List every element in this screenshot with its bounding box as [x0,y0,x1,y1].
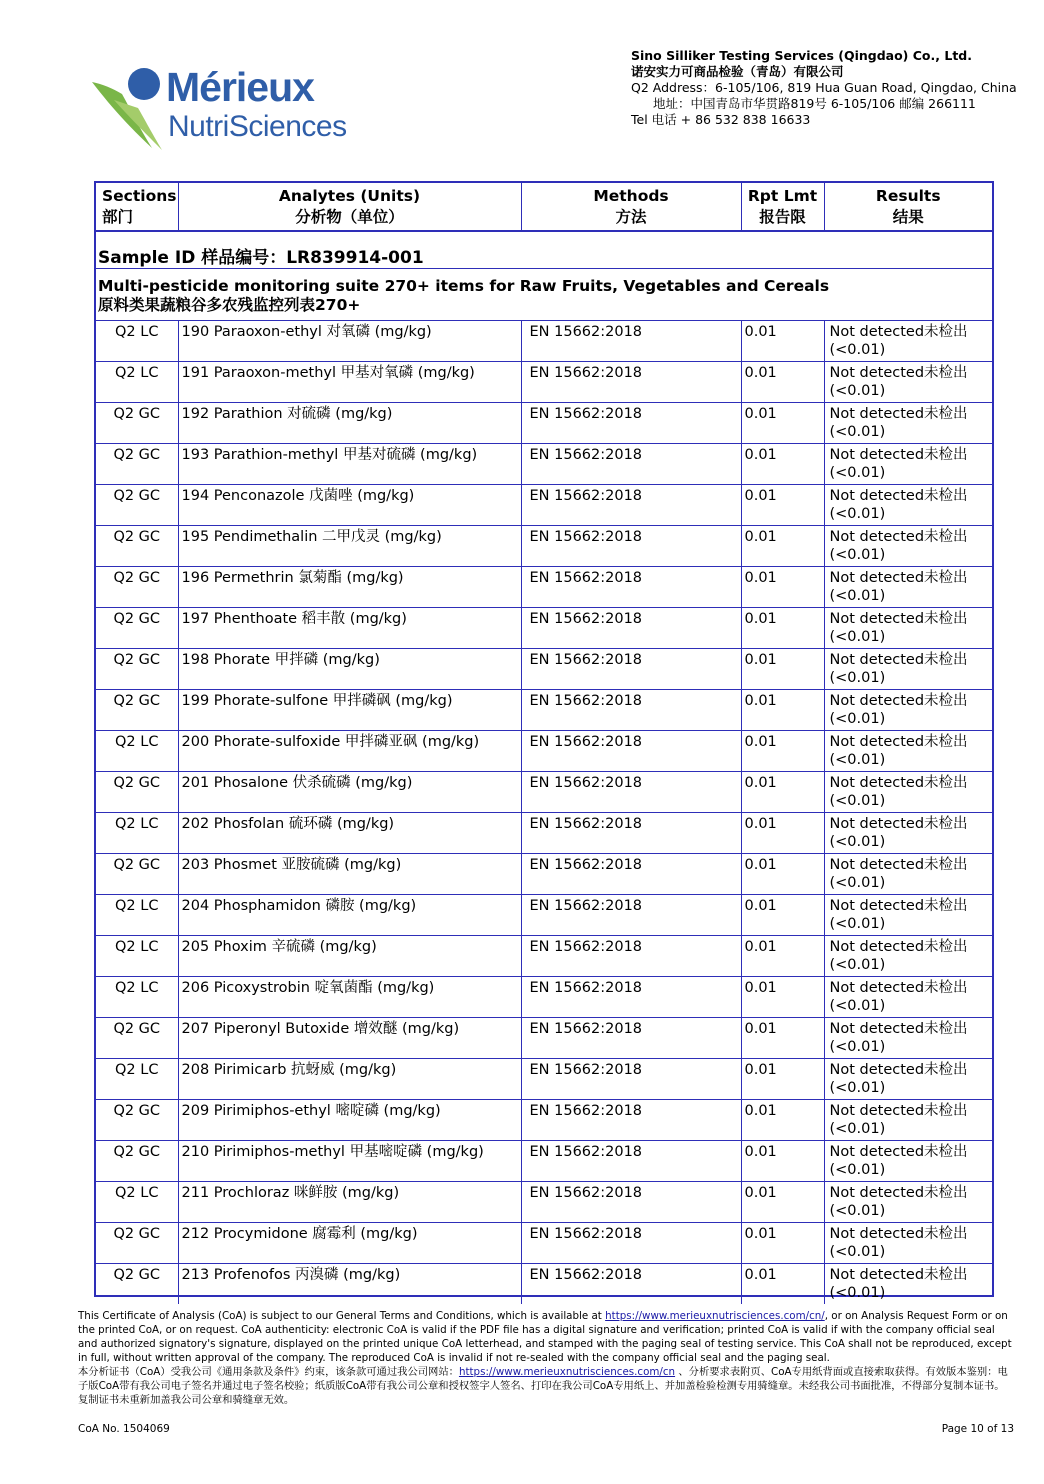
row-result: Not detected未检出(<0.01) [824,772,992,813]
table-row [96,690,992,731]
row-analyte: 198 Phorate 甲拌磷 (mg/kg) [178,649,521,690]
row-result: Not detected未检出(<0.01) [824,362,992,403]
row-limit: 0.01 [741,649,824,690]
row-analyte: 195 Pendimethalin 二甲戊灵 (mg/kg) [178,526,521,567]
row-method: EN 15662:2018 [521,1223,741,1264]
row-result: Not detected未检出(<0.01) [824,608,992,649]
row-method: EN 15662:2018 [521,403,741,444]
terms-link-cn[interactable]: https://www.merieuxnutrisciences.com/cn [458,1366,676,1378]
row-section: Q2 LC [96,362,178,403]
row-method: EN 15662:2018 [521,895,741,936]
row-result: Not detected未检出(<0.01) [824,813,992,854]
row-method: EN 15662:2018 [521,1100,741,1141]
row-section: Q2 GC [96,526,178,567]
table-row [96,567,992,608]
row-method: EN 15662:2018 [521,690,741,731]
table-row [96,731,992,772]
row-section: Q2 GC [96,1018,178,1059]
row-limit: 0.01 [741,731,824,772]
row-analyte: 203 Phosmet 亚胺硫磷 (mg/kg) [178,854,521,895]
row-limit: 0.01 [741,772,824,813]
row-analyte: 209 Pirimiphos-ethyl 嘧啶磷 (mg/kg) [178,1100,521,1141]
row-limit: 0.01 [741,895,824,936]
row-analyte: 197 Phenthoate 稻丰散 (mg/kg) [178,608,521,649]
row-section: Q2 LC [96,936,178,977]
company-info [631,48,1031,128]
row-result: Not detected未检出(<0.01) [824,1141,992,1182]
row-analyte: 208 Pirimicarb 抗蚜威 (mg/kg) [178,1059,521,1100]
row-section: Q2 GC [96,772,178,813]
row-method: EN 15662:2018 [521,854,741,895]
row-result: Not detected未检出(<0.01) [824,444,992,485]
disclaimer-cn: 本分析证书（CoA）受我公司《通用条款及条件》约束，该条款可通过我公司网站：https://www.merieuxnutrisciences.com/cn 、分析要求表附页、CoA专用纸背面或直接索取获得。有效版本鉴别：电子版CoA带有我公司电子签名并通过电子签名校验；纸质版CoA带有我公司公章和授权签字人签名、打印在我公司CoA专用纸上、并加盖检验检测专用骑缝章。未经我公司书面批准，不得部分复制本证书。复制证书未重新加盖我公司公章和骑缝章无效。 [78,1366,1008,1406]
row-section: Q2 GC [96,854,178,895]
row-limit: 0.01 [741,1141,824,1182]
row-result: Not detected未检出(<0.01) [824,485,992,526]
row-result: Not detected未检出(<0.01) [824,567,992,608]
row-limit: 0.01 [741,567,824,608]
row-section: Q2 GC [96,608,178,649]
table-row [96,772,992,813]
row-result: Not detected未检出(<0.01) [824,731,992,772]
row-limit: 0.01 [741,403,824,444]
table-row [96,895,992,936]
row-section: Q2 GC [96,567,178,608]
table-row [96,813,992,854]
company-tel: Tel 电话 + 86 532 838 16633 [631,112,811,127]
row-limit: 0.01 [741,608,824,649]
results-table [94,181,994,1301]
row-section: Q2 LC [96,1059,178,1100]
header-rpt-lmt: Rpt Lmt 报告限 [741,183,824,231]
row-method: EN 15662:2018 [521,731,741,772]
row-limit: 0.01 [741,1264,824,1305]
row-result: Not detected未检出(<0.01) [824,854,992,895]
table-row [96,526,992,567]
row-analyte: 193 Parathion-methyl 甲基对硫磷 (mg/kg) [178,444,521,485]
row-analyte: 212 Procymidone 腐霉利 (mg/kg) [178,1223,521,1264]
row-analyte: 199 Phorate-sulfone 甲拌磷砜 (mg/kg) [178,690,521,731]
table-row [96,321,992,362]
row-result: Not detected未检出(<0.01) [824,977,992,1018]
row-section: Q2 GC [96,690,178,731]
row-section: Q2 GC [96,1100,178,1141]
row-limit: 0.01 [741,485,824,526]
row-analyte: 202 Phosfolan 硫环磷 (mg/kg) [178,813,521,854]
row-analyte: 192 Parathion 对硫磷 (mg/kg) [178,403,521,444]
row-section: Q2 GC [96,1264,178,1305]
table-header-row [96,183,992,231]
row-method: EN 15662:2018 [521,321,741,362]
row-method: EN 15662:2018 [521,485,741,526]
row-result: Not detected未检出(<0.01) [829,1267,968,1301]
row-analyte: 191 Paraoxon-methyl 甲基对氧磷 (mg/kg) [178,362,521,403]
row-analyte: 194 Penconazole 戊菌唑 (mg/kg) [178,485,521,526]
table-row [96,485,992,526]
row-analyte: 190 Paraoxon-ethyl 对氧磷 (mg/kg) [178,321,521,362]
disclaimer-en: This Certificate of Analysis (CoA) is subject to our General Terms and Conditions, which is available at https://www.merieuxnutrisciences.com/cn/, or on Analysis Request Form or on the printed CoA, or on request. CoA authenticity: electronic CoA is valid if the PDF file has a digital signature and verification; printed CoA is valid if with the company official seal and authorized signatory's signature, displayed on the printed unique CoA letterhead, and stamped with the paging seal of testing service. This CoA shall not be reproduced, except in full, without written approval of the company. The reproduced CoA is invalid if not re-sealed with the company official seal and the paging seal. [78,1310,1012,1364]
header-methods: Methods 方法 [521,183,741,231]
table-row [96,1100,992,1141]
header-sections: Sections 部门 [96,183,178,231]
logo-text-merieux: Mérieux [166,64,314,110]
row-section: Q2 GC [96,485,178,526]
company-address-en: Q2 Address：6-105/106, 819 Hua Guan Road, Qingdao, China [631,80,1017,95]
row-section: Q2 GC [96,649,178,690]
row-result: Not detected未检出(<0.01) [824,895,992,936]
logo-text-nutrisciences: NutriSciences [168,110,347,143]
row-section: Q2 LC [96,895,178,936]
header-analytes: Analytes (Units) 分析物（单位） [178,183,521,231]
row-limit: 0.01 [741,936,824,977]
row-analyte: 200 Phorate-sulfoxide 甲拌磷亚砜 (mg/kg) [178,731,521,772]
footer-disclaimer [78,1309,1014,1407]
row-method: EN 15662:2018 [521,813,741,854]
table-row [96,1182,992,1223]
row-method: EN 15662:2018 [521,649,741,690]
merieux-logo [92,60,354,152]
table-row [96,1223,992,1264]
company-address-cn: 地址：中国青岛市华贯路819号 6-105/106 邮编 266111 [653,96,976,111]
row-section: Q2 LC [96,321,178,362]
row-limit: 0.01 [741,444,824,485]
table-row [96,1018,992,1059]
row-method: EN 15662:2018 [521,977,741,1018]
row-analyte: 204 Phosphamidon 磷胺 (mg/kg) [178,895,521,936]
table-row [96,362,992,403]
row-analyte: 206 Picoxystrobin 啶氧菌酯 (mg/kg) [178,977,521,1018]
row-section: Q2 LC [96,731,178,772]
row-method: EN 15662:2018 [521,362,741,403]
row-limit: 0.01 [741,690,824,731]
row-limit: 0.01 [741,1059,824,1100]
row-analyte: 196 Permethrin 氯菊酯 (mg/kg) [178,567,521,608]
row-limit: 0.01 [741,854,824,895]
table-row [96,403,992,444]
row-result: Not detected未检出(<0.01) [824,403,992,444]
company-name-cn: 诺安实力可商品检验（青岛）有限公司 [631,64,844,79]
row-result: Not detected未检出(<0.01) [824,936,992,977]
table-row [96,977,992,1018]
table-row [96,854,992,895]
row-result: Not detected未检出(<0.01) [824,1100,992,1141]
header-results: Results 结果 [824,183,992,231]
row-analyte: 201 Phosalone 伏杀硫磷 (mg/kg) [178,772,521,813]
row-method: EN 15662:2018 [521,444,741,485]
table-row [96,1059,992,1100]
row-section: Q2 GC [96,403,178,444]
row-limit: 0.01 [741,813,824,854]
row-method: EN 15662:2018 [521,1059,741,1100]
row-result: Not detected未检出(<0.01) [824,1223,992,1264]
row-method: EN 15662:2018 [521,526,741,567]
row-method: EN 15662:2018 [521,567,741,608]
table-row [96,936,992,977]
row-method: EN 15662:2018 [521,608,741,649]
row-limit: 0.01 [741,362,824,403]
row-result: Not detected未检出(<0.01) [824,526,992,567]
row-method: EN 15662:2018 [521,1264,741,1305]
table-row [96,608,992,649]
row-limit: 0.01 [741,1223,824,1264]
company-name-en: Sino Silliker Testing Services (Qingdao) Co., Ltd. [631,48,972,63]
row-result: Not detected未检出(<0.01) [824,1018,992,1059]
row-section: Q2 LC [96,813,178,854]
coa-number: CoA No. 1504069 [78,1423,170,1435]
row-limit: 0.01 [741,1018,824,1059]
row-section: Q2 GC [96,444,178,485]
row-method: EN 15662:2018 [521,772,741,813]
row-analyte: 205 Phoxim 辛硫磷 (mg/kg) [178,936,521,977]
row-analyte: 210 Pirimiphos-methyl 甲基嘧啶磷 (mg/kg) [178,1141,521,1182]
sample-id: Sample ID 样品编号：LR839914-001 [96,231,992,269]
row-limit: 0.01 [741,1182,824,1223]
row-method: EN 15662:2018 [521,1018,741,1059]
row-section: Q2 LC [96,1182,178,1223]
row-section: Q2 LC [96,977,178,1018]
row-result: Not detected未检出(<0.01) [824,321,992,362]
table-row [96,649,992,690]
row-result: Not detected未检出(<0.01) [824,1182,992,1223]
terms-link-en[interactable]: https://www.merieuxnutrisciences.com/cn/ [605,1310,825,1322]
row-result: Not detected未检出(<0.01) [824,649,992,690]
row-result: Not detected未检出(<0.01) [824,690,992,731]
row-method: EN 15662:2018 [521,1182,741,1223]
row-limit: 0.01 [741,321,824,362]
row-limit: 0.01 [741,526,824,567]
row-section: Q2 GC [96,1223,178,1264]
row-method: EN 15662:2018 [521,1141,741,1182]
suite-title: Multi-pesticide monitoring suite 270+ items for Raw Fruits, Vegetables and Cereals 原料类果蔬粮谷多农残监控列表270+ [96,269,992,321]
table-row [96,1264,992,1305]
row-analyte: 207 Piperonyl Butoxide 增效醚 (mg/kg) [178,1018,521,1059]
page-number: Page 10 of 13 [941,1423,1014,1435]
row-analyte: 213 Profenofos 丙溴磷 (mg/kg) [178,1264,521,1305]
row-analyte: 211 Prochloraz 咪鲜胺 (mg/kg) [178,1182,521,1223]
table-row [96,444,992,485]
table-row [96,1141,992,1182]
row-result: Not detected未检出(<0.01) [824,1059,992,1100]
row-section: Q2 GC [96,1141,178,1182]
row-limit: 0.01 [741,1100,824,1141]
row-method: EN 15662:2018 [521,936,741,977]
row-limit: 0.01 [741,977,824,1018]
